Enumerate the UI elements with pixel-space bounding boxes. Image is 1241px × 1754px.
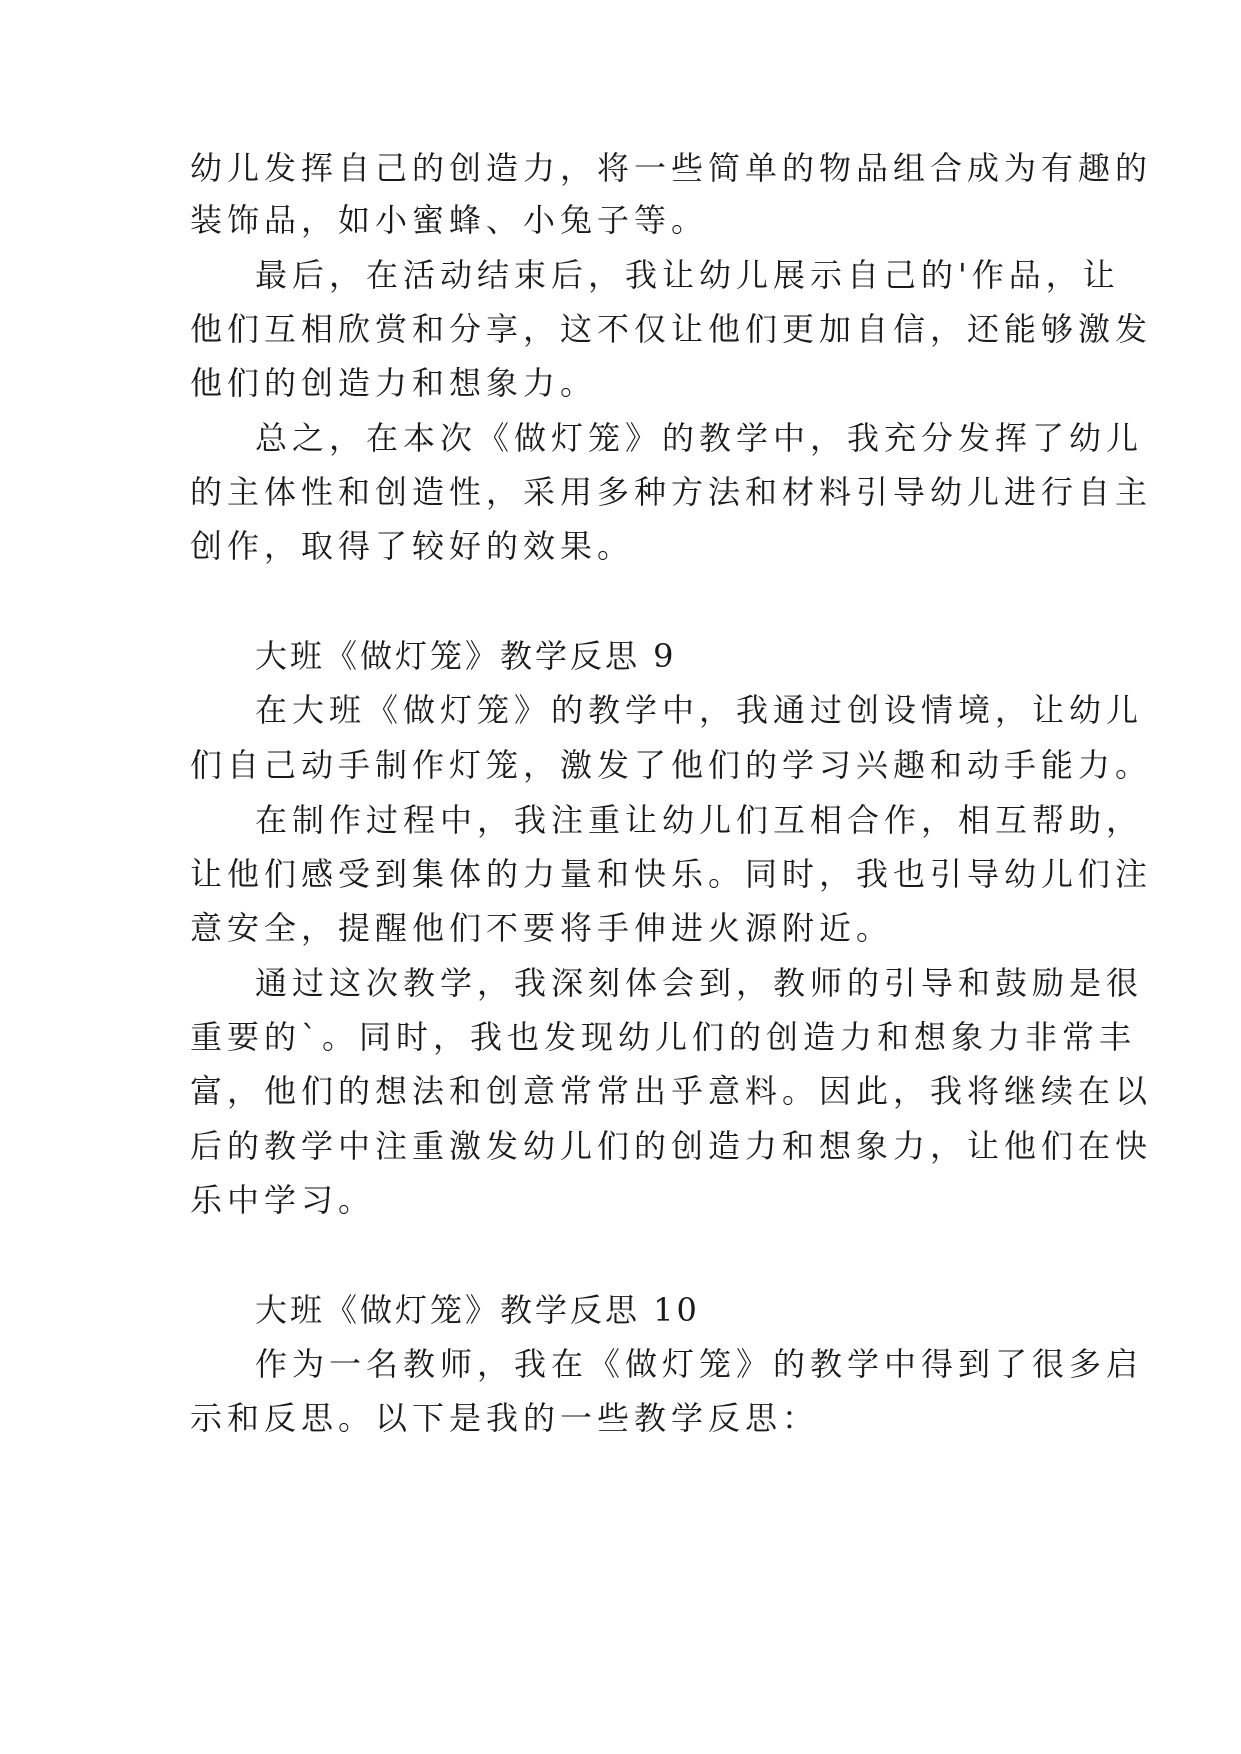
section-heading: 大班《做灯笼》教学反思 10	[255, 1291, 700, 1329]
paragraph-line: 示和反思。以下是我的一些教学反思：	[190, 1399, 820, 1437]
paragraph-line: 让他们感受到集体的力量和快乐。同时，我也引导幼儿们注	[190, 855, 1153, 893]
paragraph-line: 意安全，提醒他们不要将手伸进火源附近。	[190, 909, 894, 947]
paragraph-line: 在制作过程中，我注重让幼儿们互相合作，相互帮助，	[255, 801, 1144, 839]
paragraph-line: 在大班《做灯笼》的教学中，我通过创设情境，让幼儿	[255, 691, 1144, 729]
paragraph-line: 重要的`。同时，我也发现幼儿们的创造力和想象力非常丰	[190, 1018, 1137, 1056]
paragraph-line: 他们的创造力和想象力。	[190, 364, 598, 402]
section-heading: 大班《做灯笼》教学反思 9	[255, 637, 677, 675]
paragraph-line: 创作，取得了较好的效果。	[190, 527, 635, 565]
paragraph-line: 最后，在活动结束后，我让幼儿展示自己的'作品，让	[255, 256, 1120, 294]
paragraph-line: 作为一名教师，我在《做灯笼》的教学中得到了很多启	[255, 1345, 1144, 1383]
paragraph-line: 们自己动手制作灯笼，激发了他们的学习兴趣和动手能力。	[190, 746, 1153, 784]
paragraph-line: 富，他们的想法和创意常常出乎意料。因此，我将继续在以	[190, 1072, 1153, 1110]
paragraph-line: 幼儿发挥自己的创造力，将一些简单的物品组合成为有趣的	[190, 149, 1153, 187]
paragraph-line: 的主体性和创造性，采用多种方法和材料引导幼儿进行自主	[190, 473, 1153, 511]
paragraph-line: 通过这次教学，我深刻体会到，教师的引导和鼓励是很	[255, 964, 1144, 1002]
paragraph-line: 装饰品，如小蜜蜂、小兔子等。	[190, 201, 709, 239]
paragraph-line: 他们互相欣赏和分享，这不仅让他们更加自信，还能够激发	[190, 310, 1153, 348]
paragraph-line: 乐中学习。	[190, 1181, 376, 1219]
paragraph-line: 总之，在本次《做灯笼》的教学中，我充分发挥了幼儿	[255, 419, 1144, 457]
paragraph-line: 后的教学中注重激发幼儿们的创造力和想象力，让他们在快	[190, 1127, 1153, 1165]
